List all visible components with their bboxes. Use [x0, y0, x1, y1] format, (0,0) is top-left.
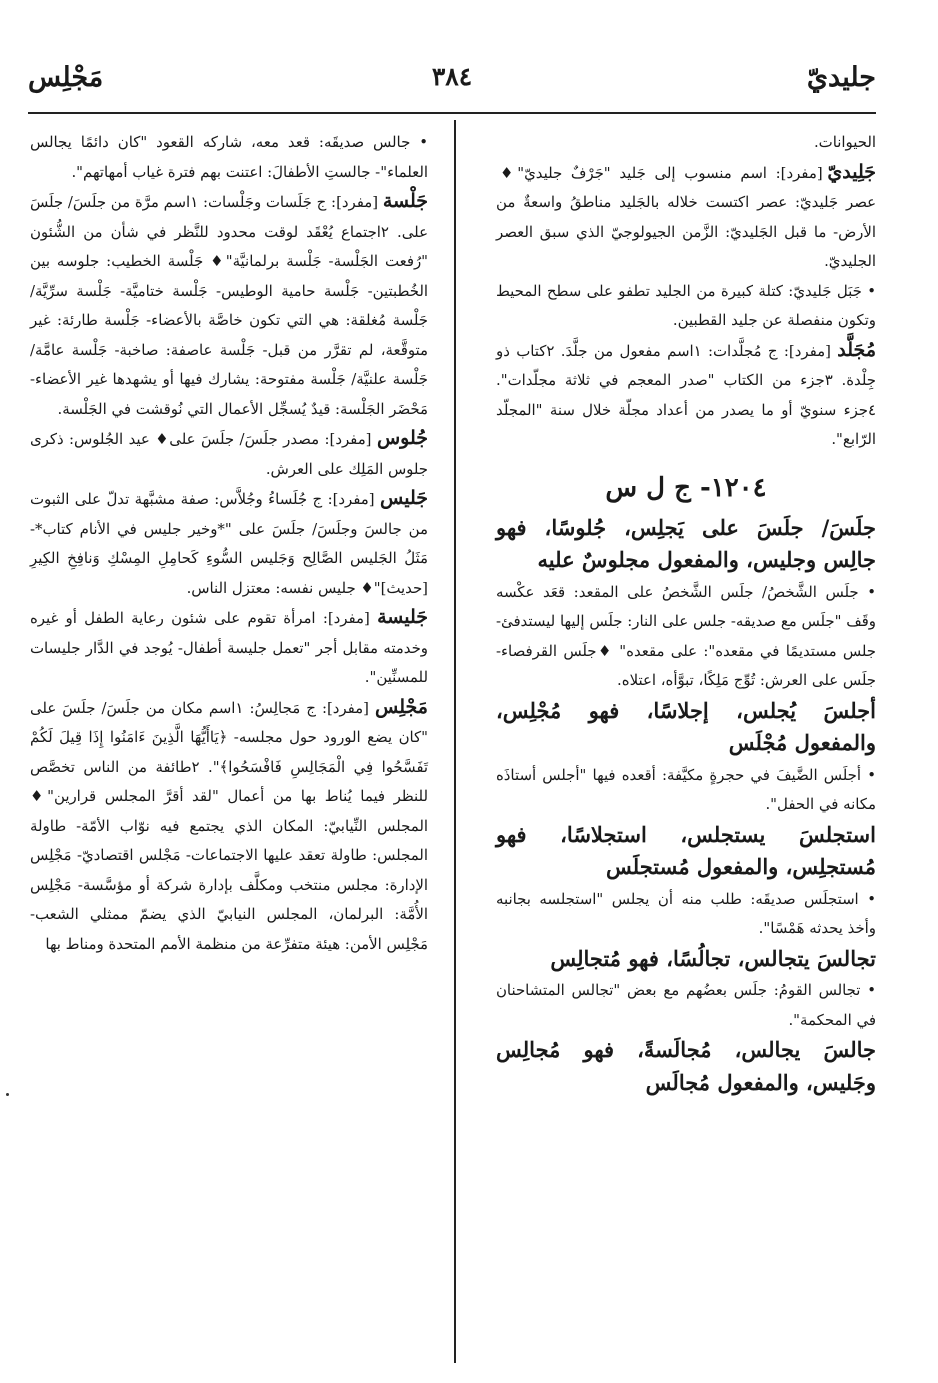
entry-text: [مفرد]: ج جُلَساءُ وجُلاَّس: صفة مشبَّهة تدلّ على الثبوت من جالسَ وجلَسَ/ جلَسَ على "*وخير جليس في الأنام كتاب*- مَثَلُ الجَليس الصَّالِح وَجَليس السُّوءِ كَحامِلِ المِسْكِ وَنافِخِ الكِيرِ [حديث]"♦ جليس نفسه: معتزل الناس. [30, 490, 428, 597]
verb-headword: أجلسَ يُجلس، إجلاسًا، فهو مُجْلِس، والمفعول مُجْلَس [496, 697, 876, 755]
entry-text: [مفرد]: ج جَلَسات وجَلْسات: ١اسم مرَّة من جلَسَ/ جلَسَ على. ٢اجتماع يُعْقَد لوقت محدود للنَّظر في شأن من الشُّئون "رُفعت الجَلْسة- جَلْسة برلمانيَّة"♦ جَلْسة الخطيب: جلوسه بين الخُطبتين- جَلْسة حامية الوطيس- جَلْسة ختاميَّة- جَلْسة سرِّيَّة/ جَلْسة مُغلقة: هي التي تكون خاصَّة بالأعضاء- جَلْسة طارئة: غير متوقَّعة، لم تقرَّر من قبل- جَلْسة عاصفة: صاخبة- جَلْسة عامَّة/ جَلْسة علنيَّة/ جَلْسة مفتوحة: يشارك فيها أو يشهدها غير الأعضاء- مَحْضَر الجَلْسة: قيدٌ يُسجِّل الأعمال التي نُوقشت في الجَلْسة. [30, 193, 428, 418]
dictionary-entry [30, 693, 428, 960]
entry-text: الحيوانات. [813, 133, 876, 151]
headword: جُلوس [376, 427, 428, 449]
headword: مَجْلِس [375, 695, 428, 718]
verb-headword: جالسَ يجالس، مُجالَسةً، فهو مُجالِس وجَليس، والمفعول مُجالَس [496, 1037, 876, 1095]
root-heading: ١٢٠٤- ج ل س [605, 472, 767, 503]
headword: مُجَلَّد [837, 338, 877, 361]
dictionary-entry [496, 336, 876, 455]
headword: جَلِيديّ [827, 160, 876, 183]
dictionary-entry [496, 976, 876, 1035]
verb-headword: جلَسَ/ جلَسَ على يَجلِس، جُلوسًا، فهو جالِس وجليس، والمفعول مجلوسٌ عليه [496, 514, 876, 572]
headword: جَلْسة [382, 190, 428, 212]
dictionary-entry [30, 187, 428, 424]
dictionary-entry [496, 158, 876, 277]
dictionary-entry [496, 578, 876, 696]
dictionary-entry [496, 885, 876, 944]
entry-text: [مفرد]: ج مُجلَّدات: ١اسم مفعول من جلَّدَ. ٢كتاب ذو جِلْدة. ٣جزء من الكتاب "صدر المعجم في ثلاثة مجلّدات". ٤جزء سنويّ أو ما يصدر من أعداد مجلّة خلال سنة "المجلّد الرّابع". [496, 341, 876, 448]
left-column [30, 128, 428, 959]
entry-text: • جالس صديقَه: قعد معه، شاركه القعود "كان دائمًا يجالس العلماء"- جالستِ الأطفالَ: اعتنت بهم فترة غياب أمهاتهم". [30, 133, 428, 181]
dictionary-entry [496, 1035, 876, 1100]
dictionary-entry [30, 603, 428, 693]
entry-text: [مفرد]: ج مَجالِسُ: ١اسم مكان من جلَسَ/ جلَسَ على "كان يضع الورود حول مجلسه- ﴿يَاأَيُّهَا الَّذِينَ ءَامَنُوا إِذَا قِيلَ لَكُمْ تَفَسَّحُوا فِي الْمَجَالِسِ فَافْسَحُوا﴾". ٢طائفة من الناس تخصَّص للنظر فيما يُناط بها من أعمال "لقد أقرَّ المجلس قرارين"♦ المجلس النِّيابيّ: المكان الذي يجتمع فيه نوّاب الأمّة- طاولة المجلس: طاولة تعقد عليها الاجتماعات- مَجْلس اقتصاديّ- مَجْلِس الإدارة: مجلس منتخب ومكلَّف بإدارة شركة أو مؤسَّسة- مَجْلِس الأُمَّة: البرلمان، المجلس النيابيّ الذي يضمّ ممثلي الشعب- مَجْلِس الأمن: هيئة متفرِّعة من منظمة الأمم المتحدة ومناط بها [30, 698, 429, 953]
dictionary-entry [496, 944, 876, 977]
verb-headword: تجالسَ يتجالس، تجالُسًا، فهو مُتجالِس [550, 945, 876, 971]
header-rule [28, 112, 876, 114]
column-divider [454, 120, 456, 1363]
entry-text: [مفرد]: اسم منسوب إلى جَليد "جَرْفٌ جليديّ"♦ عصر جَليديّ: عصر اكتست خلاله بالجَليد مناطقُ واسعةٌ من الأرض- ما قبل الجَليديّ: الزَّمن الجيولوجيّ الذي سبق العصر الجليديّ. [496, 163, 876, 270]
entry-text: • جَبَل جَليديّ: كتلة كبيرة من الجليد تطفو على سطح المحيط وتكون منفصلة عن جليد القطبين. [496, 281, 876, 329]
dictionary-entry [496, 761, 876, 820]
headword: جَليس [380, 487, 428, 509]
dictionary-entry [496, 820, 876, 885]
dictionary-entry [30, 128, 428, 187]
entry-text: • استجلَس صديقَه: طلب منه أن يجلس "استجلسه بجانبه وأخذ يحدثه هَمْسًا". [496, 889, 876, 937]
dictionary-entry [30, 484, 428, 603]
page-header [28, 62, 876, 106]
entry-text: [مفرد]: مصدر جلَسَ/ جلَسَ على♦ عيد الجُلوس: ذكرى جلوس المَلِك على العرش. [30, 430, 428, 478]
entry-text: • تجالس القومُ: جلَس بعضُهم مع بعض "تجالس المتشاحنان في المحكمة". [496, 981, 876, 1029]
guide-word-right: جليديّ [806, 62, 876, 93]
entry-text: • جلَس الشَّخصُ/ جلَس الشَّخصُ على المقعد: قعَد عكْسه وقَف "جلَس مع صديقه- جلس على النار: جلَس إليها ليستدفئ- جلس مستديمًا في مقعده": على مقعده" ♦جلَس القرفصاء- جلَس على العرش: تُوِّج مَلِكًا، تبوَّأه، اعتلاه. [496, 582, 876, 689]
margin-speck [6, 1093, 9, 1096]
dictionary-entry [496, 277, 876, 336]
right-column [496, 128, 876, 1100]
page-number: ٣٨٤ [431, 62, 473, 91]
dictionary-entry [496, 128, 876, 158]
headword: جَليسة [377, 606, 428, 628]
entry-text: • أجلَس الضَّيفَ في حجرةٍ مكيَّفة: أقعده فيها "أجلس أستاذَه مكانه في الحفل". [496, 765, 876, 813]
verb-headword: استجلسَ يستجلس، استجلاسًا، فهو مُستجلِس، والمفعول مُستجلَس [496, 821, 876, 879]
entry-text: [مفرد]: امرأة تقوم على شئون رعاية الطفل أو غيره وخدمته مقابل أجر "تعمل جليسة أطفال- يُوجد في الدَّار جليسات للمسنِّين". [30, 609, 428, 686]
dictionary-entry [496, 696, 876, 761]
guide-word-left: مَجْلِس [28, 62, 104, 93]
dictionary-entry [30, 424, 428, 484]
dictionary-entry [496, 513, 876, 578]
